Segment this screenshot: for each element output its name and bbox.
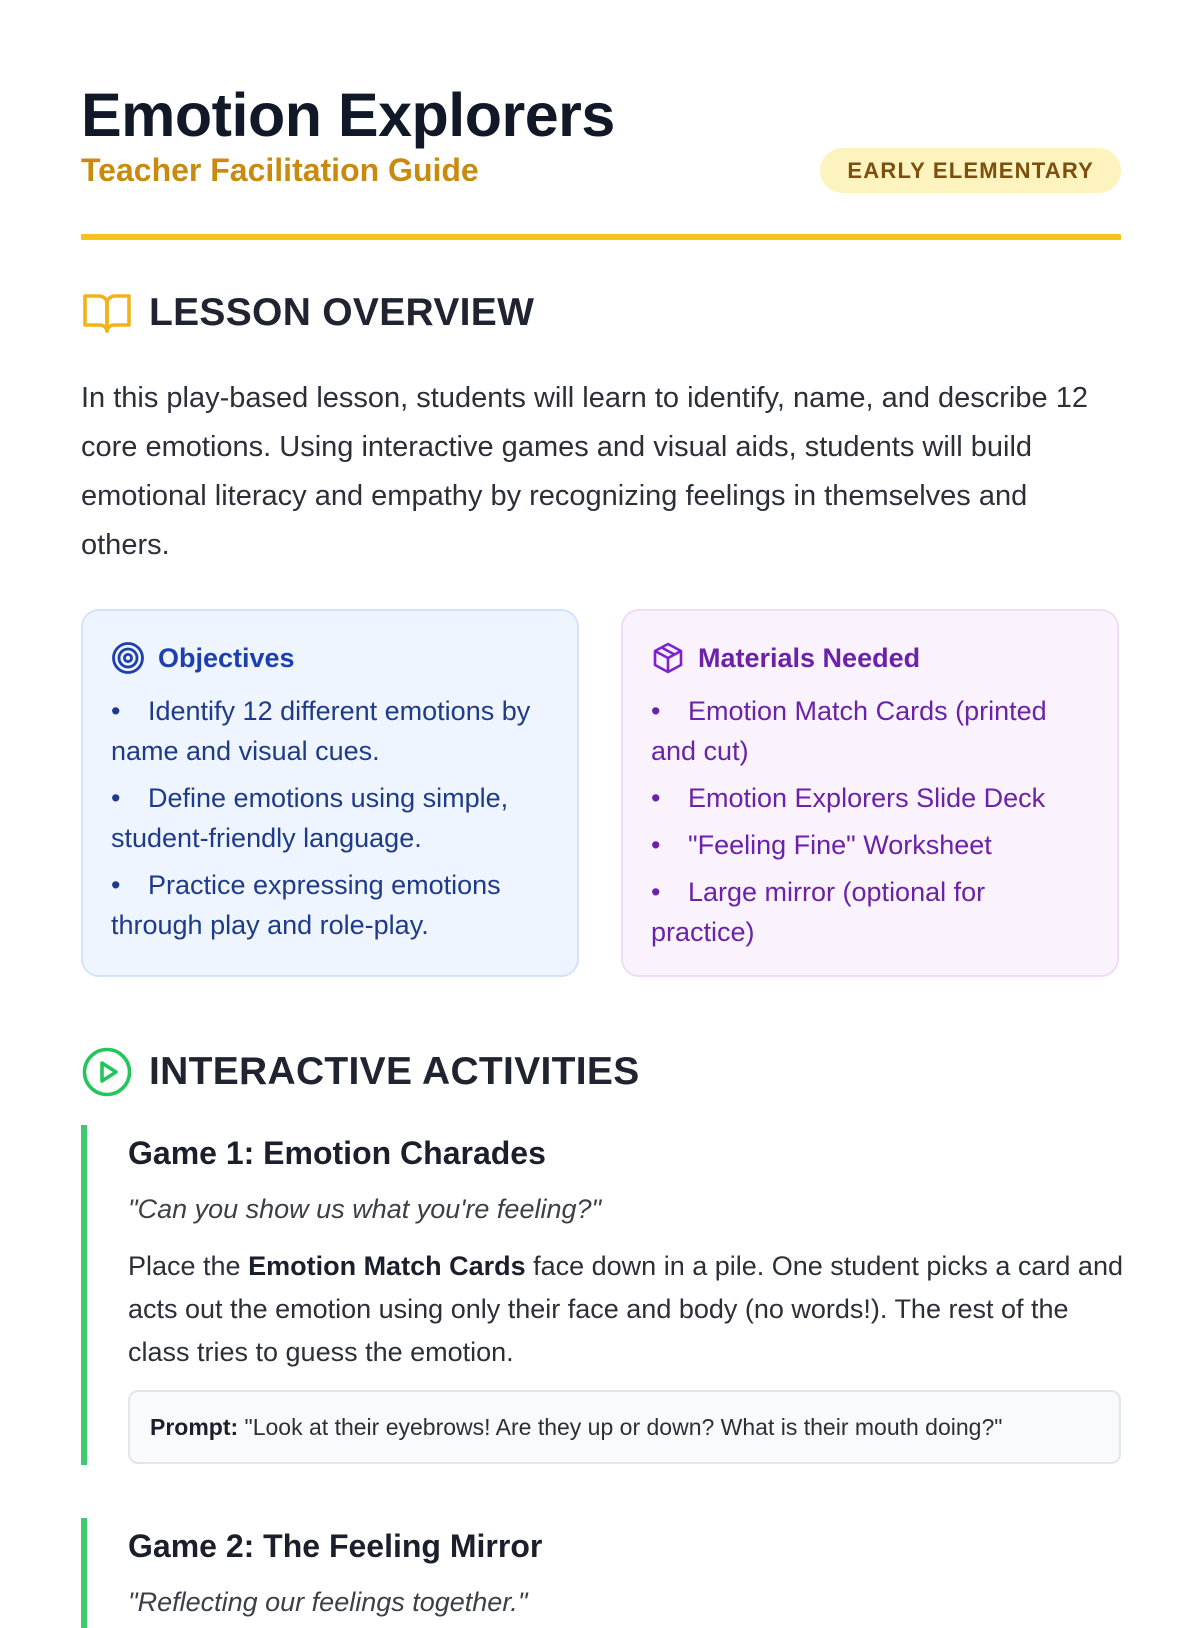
objectives-card (81, 609, 579, 977)
package-icon (651, 641, 685, 675)
list-item: • Identify 12 different emotions by name and visual cues. (111, 696, 531, 766)
section-heading-label: INTERACTIVE ACTIVITIES (149, 1050, 640, 1093)
materials-list (651, 691, 1089, 952)
list-item: • Emotion Match Cards (printed and cut) (651, 696, 1047, 766)
lesson-overview-heading (81, 285, 534, 341)
game-title: Game 2: The Feeling Mirror (128, 1528, 543, 1564)
target-icon (111, 641, 145, 675)
play-circle-icon (81, 1046, 133, 1098)
list-item: • Emotion Explorers Slide Deck (651, 783, 1046, 813)
section-heading-label: LESSON OVERVIEW (149, 291, 535, 334)
materials-card (621, 609, 1119, 977)
header-divider (81, 234, 1121, 240)
game-quote: "Can you show us what you're feeling?" (128, 1194, 602, 1224)
page-subtitle: Teacher Facilitation Guide (81, 152, 479, 188)
page-title: Emotion Explorers (81, 81, 615, 149)
game-title: Game 1: Emotion Charades (128, 1135, 546, 1171)
list-item: • Large mirror (optional for practice) (651, 877, 986, 947)
activity-game-2 (81, 1518, 1121, 1628)
game-description: Place the Emotion Match Cards face down in a pile. One student picks a card and acts out the emotion using only their face and body (no words!). The rest of the class tries to guess the emotion. (128, 1251, 1123, 1367)
list-item: • Define emotions using simple, student-friendly language. (111, 783, 509, 853)
game-quote: "Reflecting our feelings together." (128, 1587, 528, 1617)
interactive-activities-heading (81, 1044, 640, 1100)
objectives-list (111, 691, 549, 945)
teacher-prompt-box: Prompt: "Look at their eyebrows! Are they up or down? What is their mouth doing?" (128, 1390, 1121, 1464)
list-item: • "Feeling Fine" Worksheet (651, 830, 992, 860)
activity-game-1 (81, 1125, 1121, 1465)
materials-title: Materials Needed (698, 642, 921, 673)
list-item: • Practice expressing emotions through play and role-play. (111, 870, 501, 940)
grade-level-badge: EARLY ELEMENTARY (820, 148, 1121, 193)
objectives-title: Objectives (158, 642, 295, 673)
lesson-overview-text: In this play-based lesson, students will learn to identify, name, and describe 12 core emotions. Using interactive games and visual aids, students will build emotional literacy and empathy by recognizing feelings in themselves and others. (81, 382, 1088, 561)
open-book-icon (81, 287, 133, 339)
